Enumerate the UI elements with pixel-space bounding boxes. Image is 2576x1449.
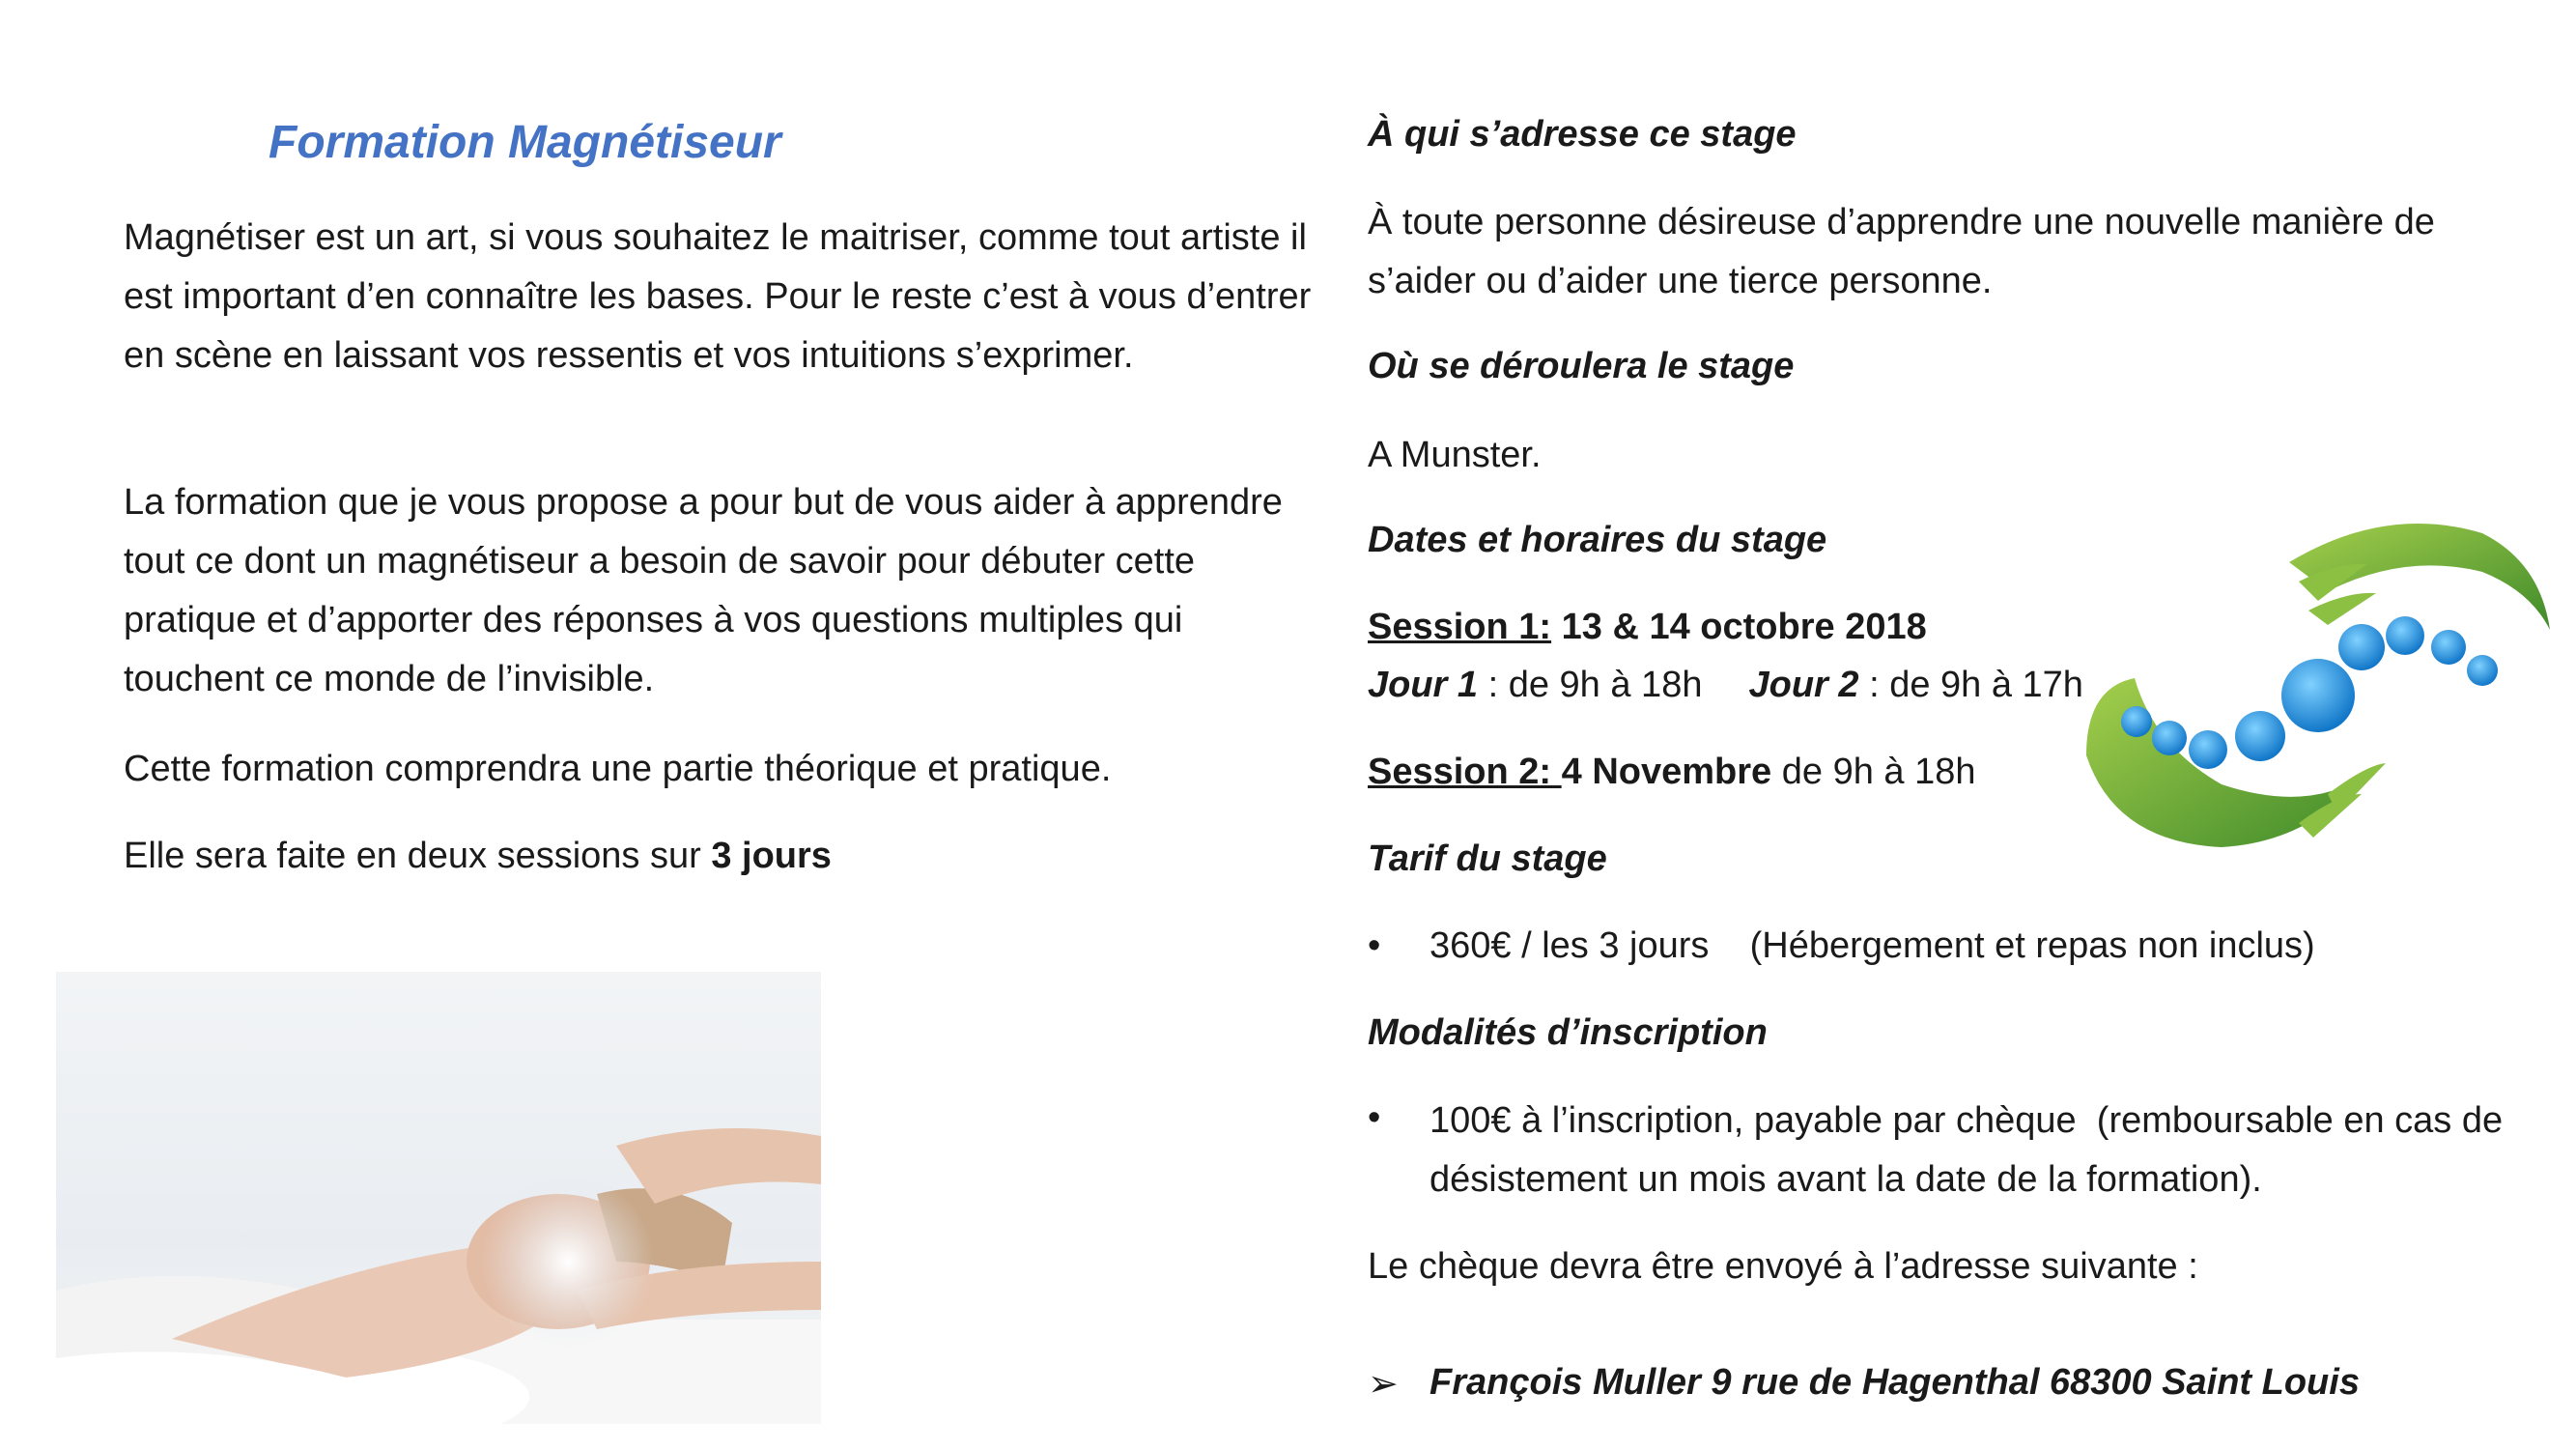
hands-logo (2077, 504, 2560, 891)
registration-heading: Modalités d’inscription (1368, 1012, 1768, 1053)
location-text: A Munster. (1368, 435, 1542, 475)
intro-paragraph: Magnétiser est un art, si vous souhaitez le maitriser, comme tout artiste il est important d’en connaître les bases. Pour le reste c’est à vous d’entrer en scène en laissant vos ressentis et vos intuitions s’exprimer. (124, 217, 1312, 376)
day1-label: Jour 1 (1368, 665, 1479, 705)
content-paragraph: Cette formation comprendra une partie théorique et pratique. (124, 749, 1112, 789)
audience-heading: À qui s’adresse ce stage (1368, 114, 1797, 155)
duration-text: Elle sera faite en deux sessions sur (124, 836, 712, 876)
cheque-note: Le chèque devra être envoyé à l’adresse suivante : (1368, 1246, 2198, 1287)
day-hours-line (1368, 665, 2083, 706)
arrow-bullet-icon: ➢ (1368, 1364, 1399, 1405)
price-text: 360€ / les 3 jours (Hébergement et repas non inclus) (1430, 925, 2315, 966)
audience-text: À toute personne désireuse d’apprendre une nouvelle manière de s’aider ou d’aider une tierce personne. (1368, 202, 2435, 301)
session1-line (1368, 607, 1927, 648)
massage-photo (56, 972, 821, 1424)
goal-paragraph: La formation que je vous propose a pour but de vous aider à apprendre tout ce dont un magnétiseur a besoin de savoir pour débuter cette pratique et d’apporter des réponses à vos questions multiples qui touchent ce monde de l’invisible. (124, 482, 1283, 699)
massage-illustration (56, 972, 821, 1424)
page-title: Formation Magnétiseur (269, 117, 781, 168)
session2-line (1368, 752, 1976, 793)
duration-paragraph (124, 827, 1321, 886)
session2-label: Session 2: (1368, 752, 1562, 792)
location-heading: Où se déroulera le stage (1368, 346, 1795, 386)
day2-label: Jour 2 (1748, 665, 1859, 705)
duration-bold: 3 jours (711, 836, 832, 876)
session1-label: Session 1: (1368, 607, 1552, 647)
price-heading: Tarif du stage (1368, 838, 1607, 879)
registration-text: 100€ à l’inscription, payable par chèque (remboursable en cas de désistement un mois avant la date de la formation). (1430, 1100, 2513, 1200)
session1-dates: 13 & 14 octobre 2018 (1551, 607, 1927, 647)
dates-heading: Dates et horaires du stage (1368, 520, 1827, 560)
session2-hours: de 9h à 18h (1771, 752, 1976, 792)
address-text: François Muller 9 rue de Hagenthal 68300 Saint Louis (1430, 1362, 2360, 1403)
registration-bullet: • (1368, 1097, 1381, 1138)
day1-hours: : de 9h à 18h (1478, 665, 1703, 705)
price-bullet: • (1368, 925, 1381, 966)
session2-date: 4 Novembre (1561, 752, 1772, 792)
day2-hours: : de 9h à 17h (1858, 665, 2083, 705)
